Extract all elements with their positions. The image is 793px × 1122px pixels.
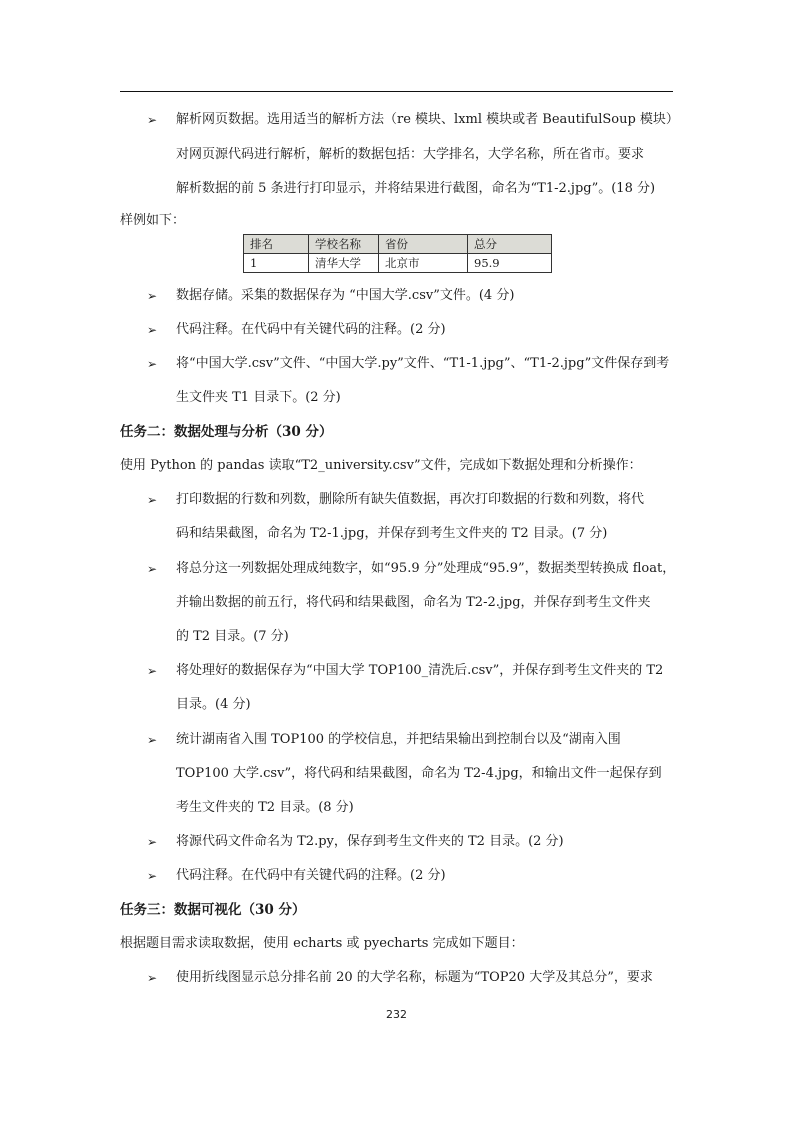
table-cell: 清华大学	[309, 254, 379, 273]
bullet-icon: ➢	[147, 562, 158, 576]
text-line: 将“中国大学.csv”文件、“中国大学.py”文件、“T1-1.jpg”、“T1-2.jpg”文件保存到考	[176, 356, 670, 371]
text-line: 对网页源代码进行解析，解析的数据包括：大学排名，大学名称，所在省市。要求	[176, 147, 645, 162]
sample-table	[243, 234, 552, 273]
text-line: 将总分这一列数据处理成纯数字，如“95.9 分”处理成“95.9”，数据类型转换成 float，	[176, 561, 676, 576]
table-cell: 95.9	[468, 254, 552, 273]
bullet-icon: ➢	[147, 493, 158, 507]
text-line: 打印数据的行数和列数，删除所有缺失值数据，再次打印数据的行数和列数，将代	[176, 492, 645, 507]
section-heading: 任务三：数据可视化（30 分）	[120, 902, 306, 918]
table-cell: 1	[244, 254, 309, 273]
bullet-icon: ➢	[147, 357, 158, 371]
table-header-cell: 排名	[244, 235, 309, 254]
text-line: 考生文件夹的 T2 目录。(8 分)	[176, 800, 354, 815]
text-line: 解析数据的前 5 条进行打印显示，并将结果进行截图，命名为“T1-2.jpg”。(18 分)	[176, 181, 656, 196]
bullet-icon: ➢	[147, 869, 158, 883]
table-header-cell: 总分	[468, 235, 552, 254]
text-line: 将处理好的数据保存为“中国大学 TOP100_清洗后.csv”，并保存到考生文件夹的 T2	[176, 663, 664, 678]
text-line: 使用 Python 的 pandas 读取“T2_university.csv”文件，完成如下数据处理和分析操作：	[120, 458, 642, 473]
text-line: 统计湖南省入围 TOP100 的学校信息，并把结果输出到控制台以及“湖南入围	[176, 732, 621, 747]
text-line: 的 T2 目录。(7 分)	[176, 629, 289, 644]
text-line: 代码注释。在代码中有关键代码的注释。(2 分)	[176, 868, 446, 883]
text-line: 目录。(4 分)	[176, 697, 251, 712]
bullet-icon: ➢	[147, 835, 158, 849]
text-line: 生文件夹 T1 目录下。(2 分)	[176, 390, 341, 405]
table-header-cell: 省份	[379, 235, 468, 254]
text-line: 根据题目需求读取数据，使用 echarts 或 pyecharts 完成如下题目：	[120, 936, 524, 951]
header-rule	[120, 91, 673, 92]
text-line: 码和结果截图，命名为 T2-1.jpg，并保存到考生文件夹的 T2 目录。(7 分)	[176, 526, 608, 541]
text-line: 将源代码文件命名为 T2.py，保存到考生文件夹的 T2 目录。(2 分)	[176, 834, 564, 849]
table-header-cell: 学校名称	[309, 235, 379, 254]
bullet-icon: ➢	[147, 289, 158, 303]
bullet-icon: ➢	[147, 971, 158, 985]
text-line: 使用折线图显示总分排名前 20 的大学名称，标题为“TOP20 大学及其总分”，要求	[176, 970, 653, 985]
bullet-icon: ➢	[147, 733, 158, 747]
text-line: 解析网页数据。选用适当的解析方法（re 模块、lxml 模块或者 BeautifulSoup 模块）	[176, 112, 679, 127]
text-line: 数据存储。采集的数据保存为 “中国大学.csv”文件。(4 分)	[176, 288, 515, 303]
table-row	[244, 254, 552, 273]
table-header-row	[244, 235, 552, 254]
text-line: TOP100 大学.csv”，将代码和结果截图，命名为 T2-4.jpg，和输出文件一起保存到	[176, 766, 662, 781]
section-heading: 任务二：数据处理与分析（30 分）	[120, 424, 333, 440]
bullet-icon: ➢	[147, 664, 158, 678]
table-cell: 北京市	[379, 254, 468, 273]
bullet-icon: ➢	[147, 113, 158, 127]
bullet-icon: ➢	[147, 323, 158, 337]
text-line: 代码注释。在代码中有关键代码的注释。(2 分)	[176, 322, 446, 337]
text-line: 样例如下：	[120, 213, 186, 228]
page-number: 232	[386, 1008, 407, 1021]
text-line: 并输出数据的前五行，将代码和结果截图，命名为 T2-2.jpg，并保存到考生文件夹	[176, 595, 651, 610]
